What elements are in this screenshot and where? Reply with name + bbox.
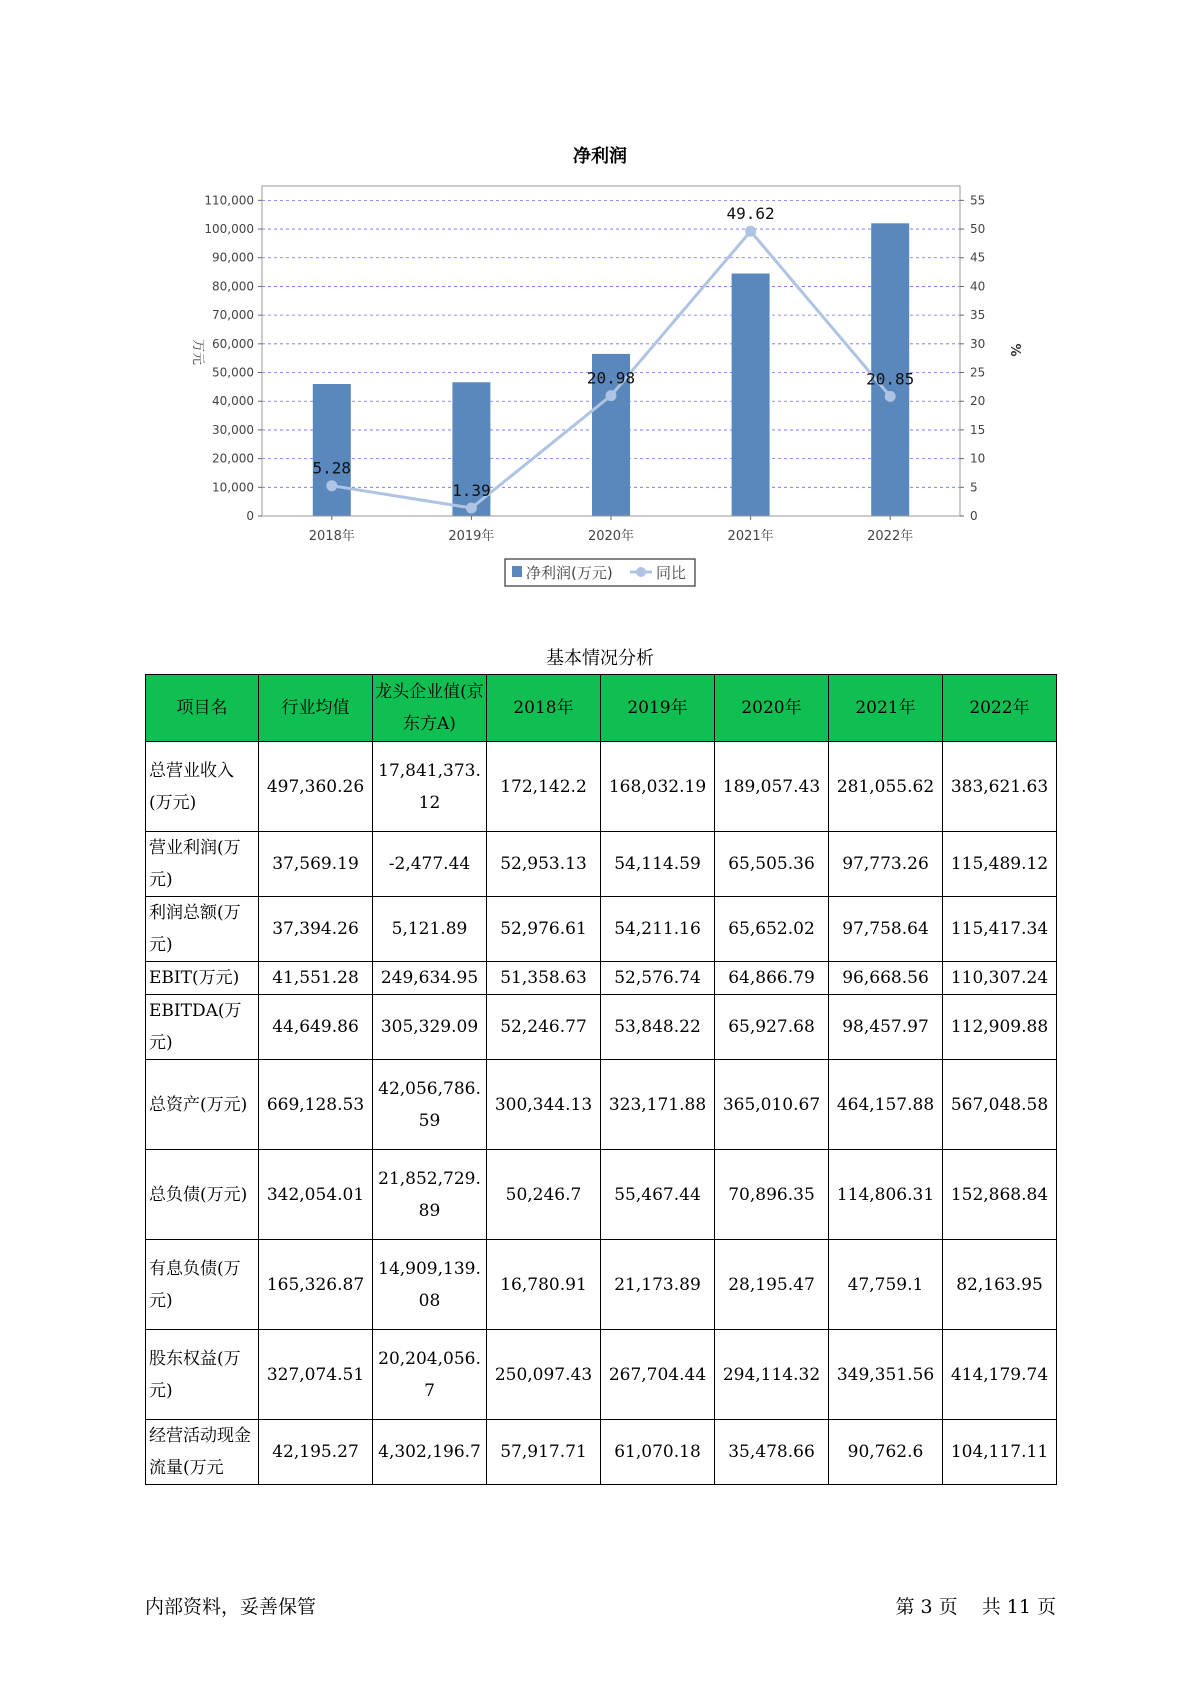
table-row [146,1150,1057,1240]
header-2018: 2018年 [487,675,601,742]
table-cell: 57,917.71 [487,1420,601,1485]
page-prefix: 第 [895,1596,915,1618]
y-right-tick-label: 50 [970,222,986,237]
yoy-point [466,503,477,514]
table-cell: 165,326.87 [259,1240,373,1330]
table-cell: 20,204,056.7 [373,1330,487,1420]
y-right-tick-label: 5 [970,480,978,495]
table-cell: 37,569.19 [259,832,373,897]
y-right-tick-label: 55 [970,193,986,208]
table-cell: 65,505.36 [715,832,829,897]
row-label: 总营业收入(万元) [146,742,259,832]
table-cell: 21,173.89 [601,1240,715,1330]
table-cell: 70,896.35 [715,1150,829,1240]
table-cell: 365,010.67 [715,1060,829,1150]
chart-legend [505,559,695,586]
yoy-point [885,391,896,402]
table-cell: 152,868.84 [943,1150,1057,1240]
header-2021: 2021年 [829,675,943,742]
footer-page-number [890,1592,1056,1619]
y-left-tick-label: 50,000 [212,365,254,380]
table-cell: 96,668.56 [829,962,943,995]
y-axis-left-label: 万元 [190,338,205,366]
y-left-tick-label: 110,000 [204,193,254,208]
table-cell: 65,927.68 [715,995,829,1060]
table-cell: 42,195.27 [259,1420,373,1485]
table-cell: 16,780.91 [487,1240,601,1330]
row-label: EBIT(万元) [146,962,259,995]
table-cell: 44,649.86 [259,995,373,1060]
table-cell: 250,097.43 [487,1330,601,1420]
row-label: 股东权益(万元) [146,1330,259,1420]
row-label: 总负债(万元) [146,1150,259,1240]
header-2019: 2019年 [601,675,715,742]
y-right-tick-label: 25 [970,365,986,380]
table-cell: 327,074.51 [259,1330,373,1420]
y-left-tick-label: 30,000 [212,422,254,437]
table-row [146,1420,1057,1485]
x-tick-label: 2019年 [448,529,495,544]
table-cell: 35,478.66 [715,1420,829,1485]
net-profit-bar [313,384,351,516]
x-tick-label: 2018年 [308,529,355,544]
header-2020: 2020年 [715,675,829,742]
y-right-tick-label: 20 [970,394,986,409]
table-cell: 4,302,196.7 [373,1420,487,1485]
table-cell: 172,142.2 [487,742,601,832]
legend-line-marker [636,567,646,577]
table-cell: 342,054.01 [259,1150,373,1240]
header-leader-value: 龙头企业值(京东方A) [373,675,487,742]
table-cell: 267,704.44 [601,1330,715,1420]
table-cell: 52,953.13 [487,832,601,897]
table-cell: 42,056,786.59 [373,1060,487,1150]
table-cell: 65,652.02 [715,897,829,962]
y-left-tick-label: 100,000 [204,222,254,237]
y-right-tick-label: 45 [970,250,986,265]
table-cell: 323,171.88 [601,1060,715,1150]
table-cell: 28,195.47 [715,1240,829,1330]
y-left-tick-label: 80,000 [212,279,254,294]
y-left-tick-label: 40,000 [212,394,254,409]
table-row [146,832,1057,897]
header-2022: 2022年 [943,675,1057,742]
table-row [146,1330,1057,1420]
table-cell: 104,117.11 [943,1420,1057,1485]
yoy-data-label: 20.85 [866,369,915,389]
page-unit: 页 [938,1596,958,1618]
row-label: 营业利润(万元) [146,832,259,897]
table-cell: 112,909.88 [943,995,1057,1060]
table-cell: 5,121.89 [373,897,487,962]
table-cell: 281,055.62 [829,742,943,832]
table-cell: 37,394.26 [259,897,373,962]
table-cell: 14,909,139.08 [373,1240,487,1330]
row-label: 有息负债(万元) [146,1240,259,1330]
table-cell: 64,866.79 [715,962,829,995]
table-cell: 50,246.7 [487,1150,601,1240]
page-num: 3 [920,1596,933,1618]
y-left-tick-label: 90,000 [212,250,254,265]
y-right-tick-label: 35 [970,308,986,323]
table-cell: 114,806.31 [829,1150,943,1240]
table-cell: 47,759.1 [829,1240,943,1330]
table-cell: 497,360.26 [259,742,373,832]
table-cell: 383,621.63 [943,742,1057,832]
table-cell: 300,344.13 [487,1060,601,1150]
y-right-tick-label: 10 [970,451,986,466]
row-label: 总资产(万元) [146,1060,259,1150]
row-label: 经营活动现金流量(万元 [146,1420,259,1485]
y-axis-right-label: % [1007,343,1022,357]
table-cell: 41,551.28 [259,962,373,995]
table-cell: 349,351.56 [829,1330,943,1420]
x-tick-label: 2022年 [867,529,914,544]
header-item-name: 项目名 [146,675,259,742]
table-cell: 249,634.95 [373,962,487,995]
legend-line-label: 同比 [656,564,687,582]
y-right-tick-label: 15 [970,422,986,437]
yoy-data-label: 5.28 [312,458,352,478]
net-profit-bar [732,274,770,516]
total-num: 11 [1006,1596,1031,1618]
table-cell: 110,307.24 [943,962,1057,995]
table-cell: 55,467.44 [601,1150,715,1240]
y-right-tick-label: 30 [970,336,986,351]
table-row [146,962,1057,995]
y-left-tick-label: 10,000 [212,480,254,495]
table-cell: 82,163.95 [943,1240,1057,1330]
table-cell: 464,157.88 [829,1060,943,1150]
yoy-point [745,226,756,237]
x-tick-label: 2021年 [727,529,774,544]
table-cell: 21,852,729.89 [373,1150,487,1240]
table-title: 基本情况分析 [546,648,654,669]
row-label: EBITDA(万元) [146,995,259,1060]
table-row [146,1240,1057,1330]
table-cell: 98,457.97 [829,995,943,1060]
table-cell: 90,762.6 [829,1420,943,1485]
x-tick-label: 2020年 [587,529,635,544]
y-left-tick-label: 70,000 [212,308,254,323]
yoy-point [606,390,617,401]
table-cell: 669,128.53 [259,1060,373,1150]
table-cell: 168,032.19 [601,742,715,832]
table-row [146,742,1057,832]
table-cell: 97,758.64 [829,897,943,962]
table-cell: 54,114.59 [601,832,715,897]
y-right-tick-label: 40 [970,279,986,294]
legend-bar-label: 净利润(万元) [526,564,613,582]
net-profit-chart [0,0,1191,600]
legend-bar-swatch [512,566,522,577]
table-cell: 189,057.43 [715,742,829,832]
table-cell: 567,048.58 [943,1060,1057,1150]
total-unit: 页 [1036,1596,1056,1618]
table-cell: 17,841,373.12 [373,742,487,832]
table-cell: 305,329.09 [373,995,487,1060]
y-left-tick-label: 0 [246,509,254,523]
table-cell: 115,489.12 [943,832,1057,897]
table-header-row [146,675,1057,742]
y-left-tick-label: 60,000 [212,336,254,351]
table-cell: 115,417.34 [943,897,1057,962]
table-cell: 52,976.61 [487,897,601,962]
table-row [146,1060,1057,1150]
chart-title: 净利润 [573,146,627,167]
basic-analysis-table [145,674,1057,1485]
table-row [146,897,1057,962]
table-cell: 294,114.32 [715,1330,829,1420]
table-cell: 51,358.63 [487,962,601,995]
table-cell: 414,179.74 [943,1330,1057,1420]
table-cell: 52,576.74 [601,962,715,995]
table-cell: 97,773.26 [829,832,943,897]
footer-confidential-note: 内部资料，妥善保管 [145,1596,317,1618]
y-right-tick-label: 0 [970,509,978,523]
row-label: 利润总额(万元) [146,897,259,962]
table-row [146,995,1057,1060]
y-left-tick-label: 20,000 [212,451,254,466]
table-cell: 53,848.22 [601,995,715,1060]
header-industry-avg: 行业均值 [259,675,373,742]
yoy-data-label: 1.39 [452,481,491,501]
yoy-data-label: 49.62 [726,204,775,224]
table-cell: 61,070.18 [601,1420,715,1485]
table-cell: 54,211.16 [601,897,715,962]
table-cell: -2,477.44 [373,832,487,897]
table-cell: 52,246.77 [487,995,601,1060]
total-prefix: 共 [981,1596,1001,1618]
yoy-point [326,480,337,491]
yoy-data-label: 20.98 [586,368,636,388]
